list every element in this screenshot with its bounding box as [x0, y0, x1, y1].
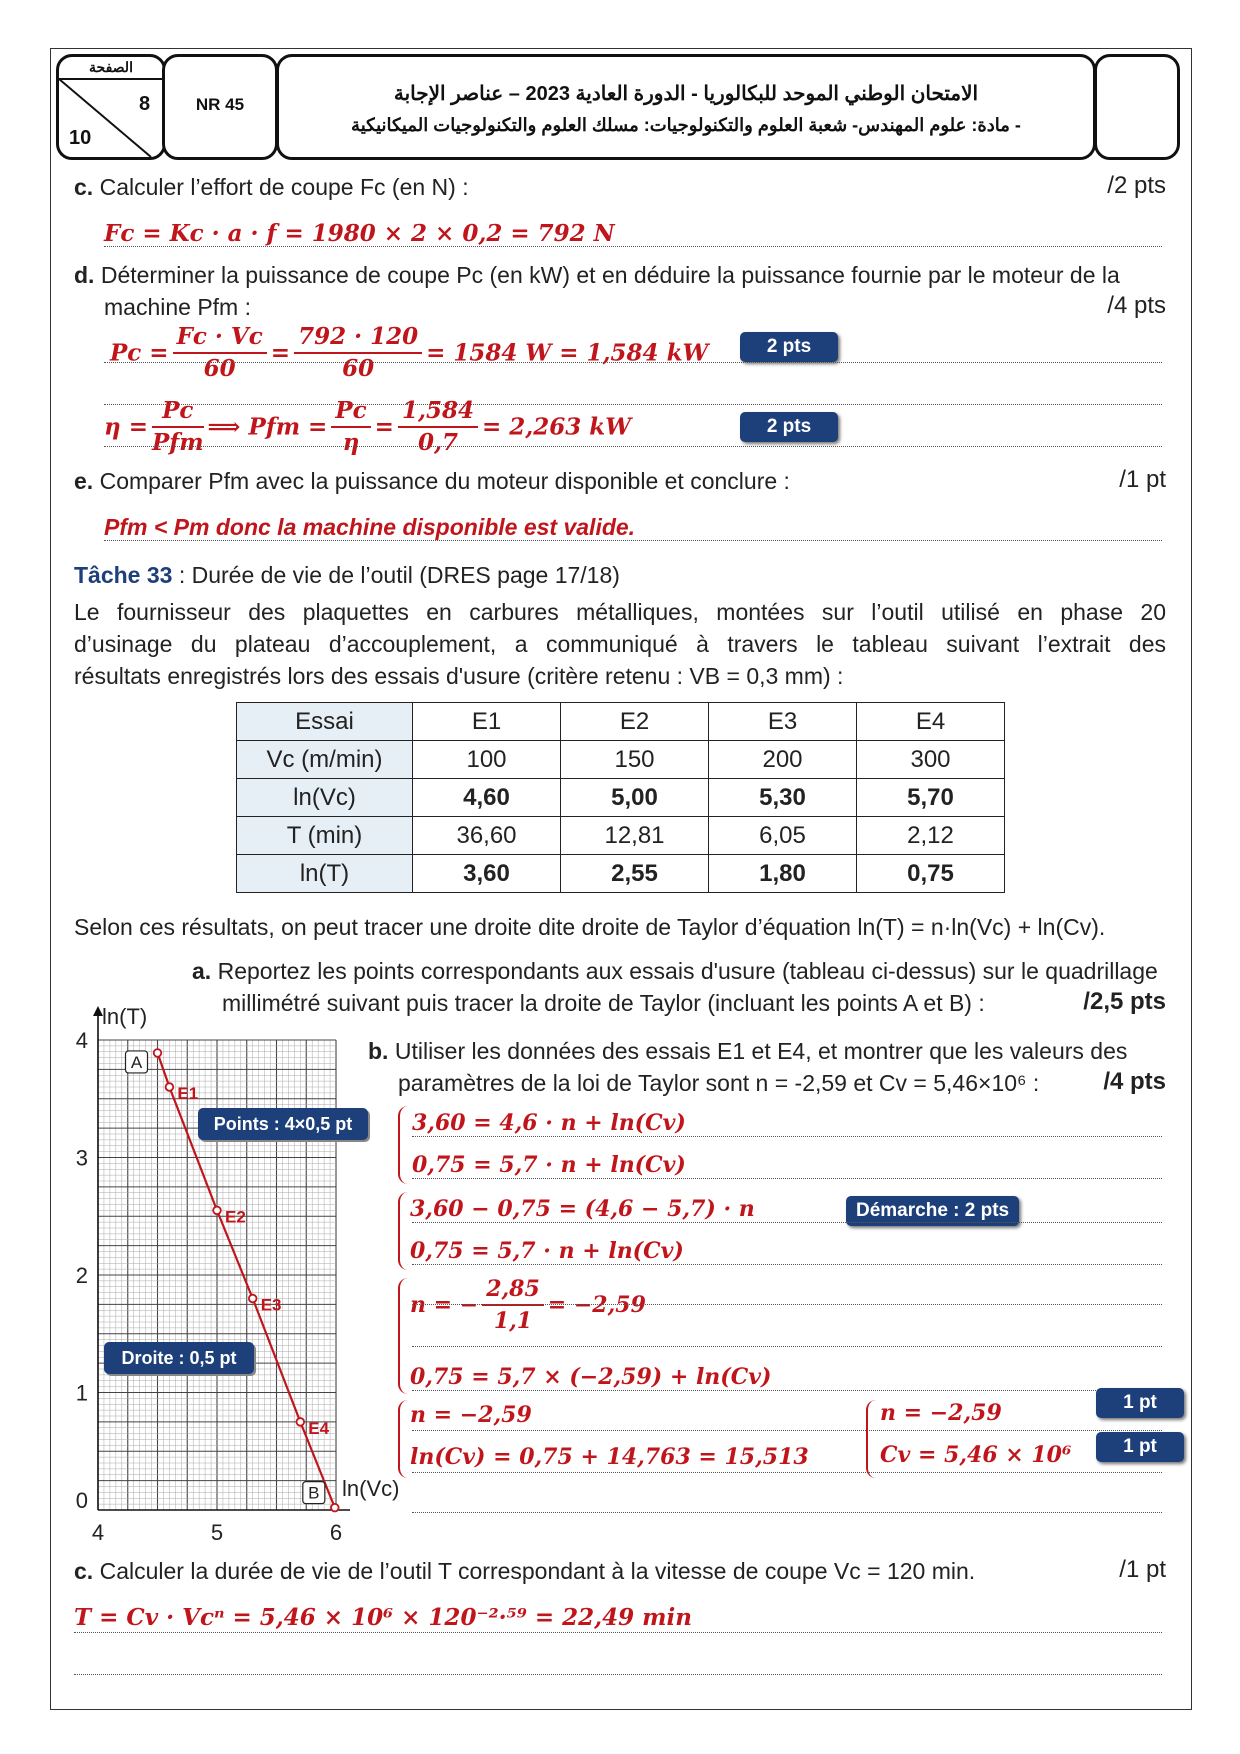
eta-f3-den: 0,7 — [417, 429, 458, 456]
table-cell: 100 — [413, 741, 561, 779]
q-a-text1: Reportez les points correspondants aux essais d'usure (tableau ci-dessus) sur le quadrillage — [217, 958, 1158, 984]
taylor-sentence: Selon ces résultats, on peut tracer une droite dite droite de Taylor d’équation ln(T) = n·ln(Vc) + ln(Cv). — [74, 914, 1106, 940]
empty-box — [1094, 54, 1180, 160]
q-d-label: d. — [74, 262, 95, 288]
q-e-label: e. — [74, 468, 94, 494]
q-b-text1: Utiliser les données des essais E1 et E4, et montrer que les valeurs des — [394, 1038, 1128, 1064]
s3-lhs: n = − — [410, 1292, 479, 1318]
eta-equation: η = $\frac{Pc}{\text{Pfm}}$ ⟹ Pfm = $\frac{Pc}{\eta}$ = $\frac{1,584}{0,7}$ = 2,263 kW — [104, 397, 632, 456]
answer-line — [74, 1632, 1162, 1633]
table-row-header: ln(Vc) — [237, 779, 413, 817]
table-cell: 150 — [561, 741, 709, 779]
y-tick-label: 1 — [75, 1380, 88, 1406]
answer-line — [412, 1472, 1162, 1473]
q-a-text2: millimétré suivant puis tracer la droite de Taylor (incluant les points A et B) : — [222, 990, 985, 1016]
sys4-eq-b: ln(Cv) = 0,75 + 14,763 = 15,513 — [410, 1444, 809, 1470]
system-brace-1 — [398, 1106, 408, 1184]
table-cell: 12,81 — [561, 817, 709, 855]
table-cell: 3,60 — [413, 855, 561, 893]
point-label: E2 — [225, 1207, 246, 1227]
y-tick-label: 0 — [75, 1488, 88, 1513]
q-a-line1 — [192, 956, 1158, 986]
q-e-text: Comparer Pfm avec la puissance du moteur disponible et conclure : — [99, 468, 790, 494]
result-n: n = −2,59 — [880, 1400, 1002, 1426]
system-brace-2 — [398, 1192, 408, 1270]
q-b-points: /4 pts — [1103, 1068, 1166, 1095]
task-para-1: Le fournisseur des plaquettes en carbures métalliques, montées sur l’outil utilisé en phase 20 — [74, 599, 1166, 625]
exam-title-2: - مادة: علوم المهندس- شعبة العلوم والتكنولوجيات: مسلك العلوم والتكنولوجيات الميكانيكية — [351, 115, 1021, 135]
pc-equation: Pc = $\frac{Fc \cdot Vc}{60}$ = $\frac{792 \cdot 120}{60}$ = 1584 W = 1,584 kW — [110, 323, 709, 382]
answer-line — [412, 1512, 1162, 1513]
table-row — [237, 817, 1005, 855]
page-total: 10 — [69, 127, 92, 149]
q-c2-label: c. — [74, 1558, 94, 1584]
x-axis-label: ln(Vc) — [342, 1476, 400, 1501]
q-c2-line — [74, 1556, 975, 1586]
table-row — [237, 741, 1005, 779]
answer-line — [412, 1178, 1162, 1179]
task-para-2: d’usinage du plateau d’accouplement, a communiqué à travers le tableau suivant l’extrait des — [74, 631, 1166, 657]
eta-f2-num: Pc — [331, 396, 370, 428]
answer-line — [104, 446, 1162, 447]
pc-f2-den: 60 — [342, 355, 375, 382]
result-brace — [866, 1400, 876, 1478]
q-c-answer: Fc = Kc · a · f = 1980 × 2 × 0,2 = 792 N — [104, 220, 615, 247]
table-cell: E3 — [709, 703, 857, 741]
data-point — [154, 1049, 162, 1057]
task-title-bold: Tâche 33 — [74, 562, 173, 588]
table-cell: 6,05 — [709, 817, 857, 855]
y-axis-label: ln(T) — [102, 1004, 148, 1029]
eta-f1-den: Pfm — [152, 429, 204, 456]
task-title — [74, 560, 620, 590]
q-a-points: /2,5 pts — [1083, 988, 1166, 1015]
data-point — [331, 1504, 339, 1512]
q-c-text: Calculer l’effort de coupe Fc (en N) : — [99, 174, 469, 200]
q-d-text2: machine Pfm : — [104, 294, 251, 320]
result-cv: Cv = 5,46 × 10⁶ — [880, 1442, 1072, 1468]
answer-line — [104, 362, 1162, 363]
data-point — [213, 1207, 221, 1215]
q-c2-points: /1 pt — [1119, 1556, 1166, 1583]
table-cell: 4,60 — [413, 779, 561, 817]
badge-droite: Droite : 0,5 pt — [121, 1348, 237, 1368]
q-e-points: /1 pt — [1119, 466, 1166, 493]
q-c-points: /2 pts — [1107, 172, 1166, 199]
x-tick-label: 4 — [91, 1520, 105, 1545]
q-e-answer: Pfm < Pm donc la machine disponible est valide. — [104, 514, 636, 540]
answer-line — [104, 246, 1162, 247]
point-label: A — [130, 1052, 143, 1072]
q-d-text1: Déterminer la puissance de coupe Pc (en kW) et en déduire la puissance fournie par le moteur de la — [100, 262, 1120, 288]
q-e-line — [74, 466, 790, 496]
pc-lhs: Pc = — [110, 339, 169, 367]
system-brace-3 — [398, 1278, 408, 1394]
sys3-eq-a — [410, 1274, 646, 1336]
y-tick-label: 3 — [75, 1145, 88, 1171]
table-row-header: Essai — [237, 703, 413, 741]
table-cell: 300 — [857, 741, 1005, 779]
data-point — [249, 1295, 257, 1303]
badge-1pt-a: 1 pt — [1096, 1388, 1184, 1418]
table-cell: 5,00 — [561, 779, 709, 817]
table-row-header: Vc (m/min) — [237, 741, 413, 779]
answer-line — [412, 1222, 1162, 1223]
task-title-rest: : Durée de vie de l’outil (DRES page 17/18) — [178, 562, 620, 588]
q-c-label: c. — [74, 174, 94, 200]
data-point — [297, 1418, 305, 1426]
sys2-eq-a: 3,60 − 0,75 = (4,6 − 5,7) · n — [410, 1196, 755, 1222]
q-d-points: /4 pts — [1107, 292, 1166, 319]
answer-line — [74, 1674, 1162, 1675]
point-label: B — [308, 1483, 320, 1503]
eta-mid: ⟹ Pfm = — [207, 413, 328, 441]
answer-line — [104, 540, 1162, 541]
code-box — [162, 54, 278, 160]
table-cell: 1,80 — [709, 855, 857, 893]
table-cell: 200 — [709, 741, 857, 779]
s3-res: = −2,59 — [547, 1292, 646, 1318]
q-c-line — [74, 172, 469, 202]
table-cell: E4 — [857, 703, 1005, 741]
eta-f1-num: Pc — [152, 396, 204, 428]
table-cell: E2 — [561, 703, 709, 741]
table-cell: 2,55 — [561, 855, 709, 893]
pc-result: = 1584 W = 1,584 kW — [426, 339, 709, 367]
answer-line — [412, 1264, 1162, 1265]
page-word: الصفحة — [89, 59, 133, 75]
q-a-label: a. — [192, 958, 212, 984]
table-cell: E1 — [413, 703, 561, 741]
page-num: 8 — [139, 93, 151, 115]
wear-test-table — [236, 702, 1005, 893]
y-tick-label: 2 — [75, 1263, 88, 1288]
badge-demarche: Démarche : 2 pts — [846, 1196, 1019, 1226]
answer-line — [412, 1304, 1162, 1305]
point-label: E1 — [177, 1084, 199, 1103]
point-label: E3 — [260, 1295, 282, 1315]
badge-points: Points : 4×0,5 pt — [213, 1114, 353, 1134]
system-brace-4 — [398, 1400, 408, 1478]
table-cell: 5,30 — [709, 779, 857, 817]
badge-2pts-1: 2 pts — [740, 332, 838, 362]
table-cell: 5,70 — [857, 779, 1005, 817]
eta-f3-num: 1,584 — [398, 396, 478, 428]
eta-result: = 2,263 kW — [481, 413, 632, 441]
q-b-line1 — [368, 1036, 1127, 1066]
table-row-header: ln(T) — [237, 855, 413, 893]
q-b-label: b. — [368, 1038, 389, 1064]
point-label: E4 — [308, 1418, 330, 1438]
sys2-eq-b: 0,75 = 5,7 · n + ln(Cv) — [410, 1238, 684, 1264]
y-tick-label: 4 — [75, 1028, 88, 1053]
eta-f2-den: η — [342, 429, 360, 456]
answer-line — [412, 1136, 1162, 1137]
sys3-eq-b: 0,75 = 5,7 × (−2,59) + ln(Cv) — [410, 1364, 772, 1390]
s3-num: 2,85 — [482, 1274, 544, 1306]
q-c2-text: Calculer la durée de vie de l’outil T correspondant à la vitesse de coupe Vc = 120 min. — [99, 1558, 976, 1584]
sys1-eq-a: 3,60 = 4,6 · n + ln(Cv) — [412, 1110, 686, 1136]
x-tick-label: 6 — [329, 1520, 343, 1545]
answer-line — [412, 1346, 1162, 1347]
s3-den: 1,1 — [493, 1308, 533, 1334]
sys4-eq-a: n = −2,59 — [410, 1402, 532, 1428]
task-para-3: résultats enregistrés lors des essais d'usure (critère retenu : VB = 0,3 mm) : — [74, 663, 844, 689]
answer-line — [412, 1390, 1162, 1391]
taylor-chart — [60, 990, 420, 1550]
q-d-line1 — [74, 260, 1120, 290]
q-b-text2: paramètres de la loi de Taylor sont n = -2,59 et Cv = 5,46×10⁶ : — [398, 1070, 1040, 1096]
pc-f1-den: 60 — [203, 355, 236, 382]
pc-f2-num: 792 · 120 — [294, 322, 422, 354]
q-c2-answer: T = Cv · Vcⁿ = 5,46 × 10⁶ × 120⁻²·⁵⁹ = 22,49 min — [74, 1604, 692, 1631]
exam-code: NR 45 — [195, 95, 245, 114]
sys1-eq-b: 0,75 = 5,7 · n + ln(Cv) — [412, 1152, 686, 1178]
eta-lhs: η = — [104, 413, 149, 441]
table-cell: 36,60 — [413, 817, 561, 855]
table-row — [237, 855, 1005, 893]
table-cell: 0,75 — [857, 855, 1005, 893]
table-cell: 2,12 — [857, 817, 1005, 855]
page-number-box — [56, 54, 166, 160]
x-tick-label: 5 — [210, 1520, 224, 1545]
badge-1pt-b: 1 pt — [1096, 1432, 1184, 1462]
badge-2pts-2: 2 pts — [740, 412, 838, 442]
data-point — [166, 1083, 174, 1091]
pc-f1-num: Fc · Vc — [173, 322, 267, 354]
exam-title-1: الامتحان الوطني الموحد للبكالوريا - الدورة العادية 2023 – عناصر الإجابة — [393, 83, 979, 105]
table-row-header: T (min) — [237, 817, 413, 855]
table-row — [237, 779, 1005, 817]
answer-line — [412, 1430, 1162, 1431]
table-row — [237, 703, 1005, 741]
title-box — [276, 54, 1096, 160]
